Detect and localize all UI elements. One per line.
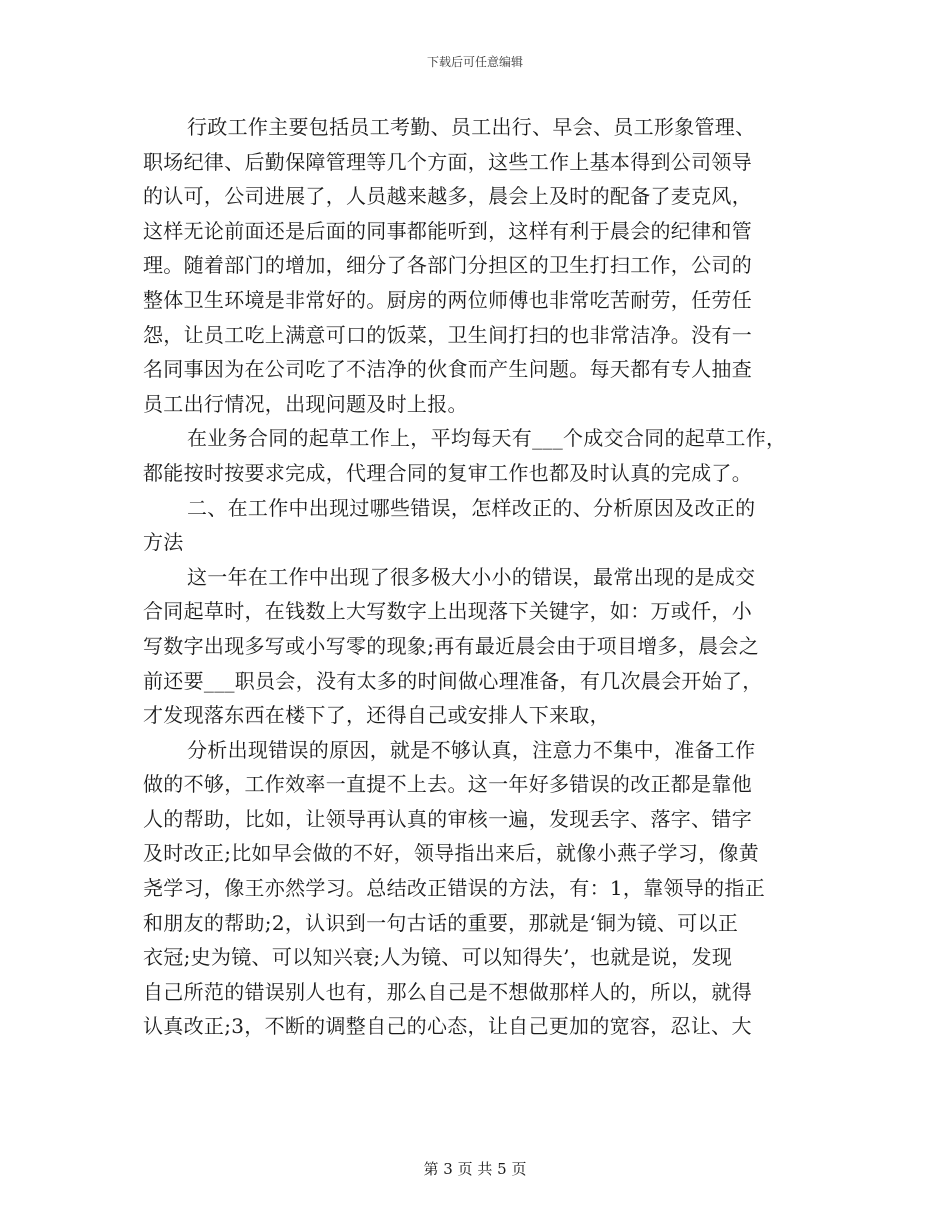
- paragraph-line: 职场纪律、后勤保障管理等几个方面，这些工作上基本得到公司领导: [143, 149, 752, 174]
- paragraph-line: 自己所范的错误别人也有，那么自己是不想做那样人的，所以，就得: [143, 979, 752, 1004]
- paragraph-line: 做的不够，工作效率一直提不上去。这一年好多错误的改正都是靠他: [143, 772, 752, 797]
- paragraph-line: 都能按时按要求完成，代理合同的复审工作也都及时认真的完成了。: [143, 460, 752, 485]
- paragraph-line: 尧学习，像王亦然学习。总结改正错误的方法，有：1，靠领导的指正: [143, 876, 766, 901]
- paragraph-line: 理。随着部门的增加，细分了各部门分担区的卫生打扫工作，公司的: [143, 253, 752, 278]
- paragraph-line: 的认可，公司进展了，人员越来越多，晨会上及时的配备了麦克风，: [143, 184, 752, 209]
- paragraph-line: 和朋友的帮助;2，认识到一句古话的重要，那就是‘铜为镜、可以正: [143, 910, 739, 935]
- paragraph-line: 行政工作主要包括员工考勤、员工出行、早会、员工形象管理、: [187, 115, 756, 139]
- section-heading-line: 方法: [143, 530, 184, 555]
- page-number: 第 3 页 共 5 页: [423, 1160, 527, 1178]
- paragraph-line: 才发现落东西在楼下了，还得自己或安排人下来取，: [143, 703, 610, 728]
- paragraph-line: 员工出行情况，出现问题及时上报。: [143, 391, 468, 416]
- paragraph-line: 合同起草时，在钱数上大写数字上出现落下关键字，如：万或仟，小: [143, 599, 752, 624]
- paragraph-line: 名同事因为在公司吃了不洁净的伙食而产生问题。每天都有专人抽查: [143, 357, 752, 382]
- paragraph-line: 认真改正;3，不断的调整自己的心态，让自己更加的宽容，忍让、大: [143, 1014, 752, 1039]
- page-header-note: 下载后可任意编辑: [426, 55, 523, 69]
- paragraph-line: 写数字出现多写或小写零的现象;再有最近晨会由于项目增多，晨会之: [143, 633, 760, 658]
- paragraph-line: 人的帮助，比如，让领导再认真的审核一遍，发现丢字、落字、错字: [143, 806, 752, 831]
- section-heading-line: 二、在工作中出现过哪些错误，怎样改正的、分析原因及改正的: [187, 495, 756, 520]
- document-body: [143, 110, 808, 1044]
- paragraph-line: 这样无论前面还是后面的同事都能听到，这样有利于晨会的纪律和管: [143, 218, 752, 243]
- paragraph-line: 怨，让员工吃上满意可口的饭菜，卫生间打扫的也非常洁净。没有一: [143, 322, 752, 347]
- paragraph-line: 及时改正;比如早会做的不好，领导指出来后，就像小燕子学习，像黄: [143, 841, 760, 866]
- paragraph-line: 在业务合同的起草工作上，平均每天有___个成交合同的起草工作，: [187, 426, 787, 451]
- paragraph-line: 分析出现错误的原因，就是不够认真，注意力不集中，准备工作: [187, 737, 756, 762]
- paragraph-line: 整体卫生环境是非常好的。厨房的两位师傅也非常吃苦耐劳，任劳任: [143, 287, 752, 312]
- paragraph-line: 前还要___职员会，没有太多的时间做心理准备，有几次晨会开始了，: [143, 668, 763, 693]
- paragraph-line: 这一年在工作中出现了很多极大小小的错误，最常出现的是成交: [187, 564, 756, 589]
- paragraph-line: 衣冠;史为镜、可以知兴衰;人为镜、可以知得失’，也就是说，发现: [143, 945, 733, 970]
